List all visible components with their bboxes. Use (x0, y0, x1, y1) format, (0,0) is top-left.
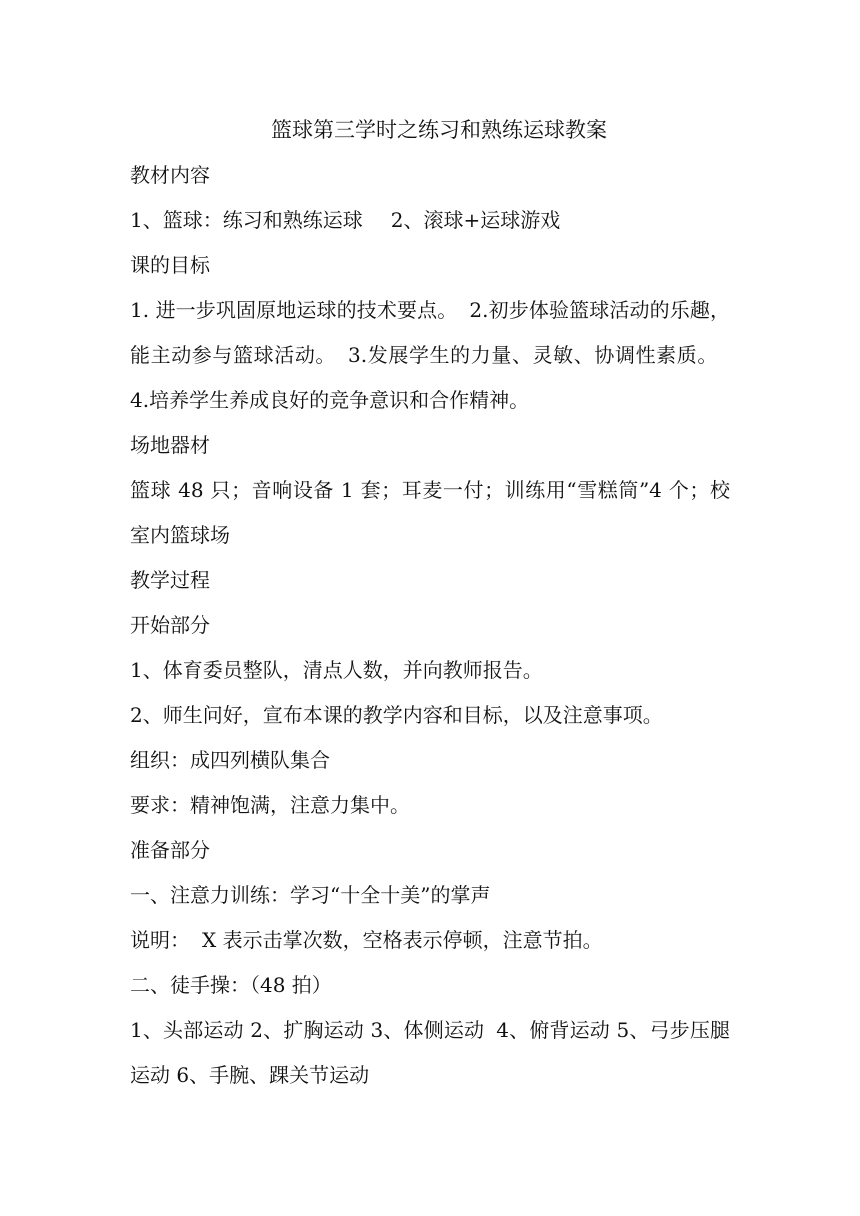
opening-organization: 组织：成四列横队集合 (130, 748, 330, 772)
opening-step-2: 2、师生问好，宣布本课的教学内容和目标，以及注意事项。 (130, 703, 663, 727)
goals-paragraph (130, 288, 730, 423)
exercise-6: 6、手腕、踝关节运动 (176, 1063, 370, 1087)
materials-item-2: 2、滚球+运球游戏 (390, 208, 561, 232)
warmup-part-1: 一、注意力训练：学习“十全十美”的掌声 (130, 883, 491, 907)
equipment-paragraph: 篮球 48 只；音响设备 1 套；耳麦一付；训练用“雪糕筒”4 个；校室内篮球场 (130, 478, 730, 547)
section-heading-materials: 教材内容 (130, 163, 210, 187)
warmup-part-2: 二、徒手操：（48 拍） (130, 973, 332, 997)
exercise-4: 4、俯背运动 (496, 1018, 610, 1042)
goal-4: 4.培养学生养成良好的竞争意识和合作精神。 (130, 388, 530, 412)
goal-3: 3.发展学生的力量、灵敏、协调性素质。 (348, 343, 718, 367)
opening-requirement: 要求：精神饱满，注意力集中。 (130, 793, 410, 817)
document-title: 篮球第三学时之练习和熟练运球教案 (271, 118, 607, 142)
section-heading-goals: 课的目标 (130, 253, 210, 277)
exercise-1: 1、头部运动 (130, 1018, 244, 1042)
section-heading-equipment: 场地器材 (130, 433, 210, 457)
document-body (130, 108, 730, 1098)
warmup-note-label: 说明： (130, 928, 190, 952)
opening-step-1: 1、体育委员整队，清点人数，并向教师报告。 (130, 658, 543, 682)
exercise-list (130, 1008, 730, 1098)
warmup-note-text: X 表示击掌次数，空格表示停顿，注意节拍。 (202, 928, 603, 952)
section-heading-warmup: 准备部分 (130, 838, 210, 862)
goal-1: 1. 进一步巩固原地运球的技术要点。 (130, 298, 458, 322)
materials-items (130, 198, 730, 243)
section-heading-opening: 开始部分 (130, 613, 210, 637)
exercise-5: 5、弓步压腿运动 (130, 1018, 731, 1087)
materials-item-1: 1、篮球：练习和熟练运球 (130, 208, 363, 232)
exercise-3: 3、体侧运动 (370, 1018, 485, 1042)
section-heading-process: 教学过程 (130, 568, 210, 592)
goal-2: 2.初步体验篮球活动的乐趣，能主动参与篮球活动。 (130, 298, 730, 367)
exercise-2: 2、扩胸运动 (250, 1018, 364, 1042)
warmup-note (130, 918, 730, 963)
